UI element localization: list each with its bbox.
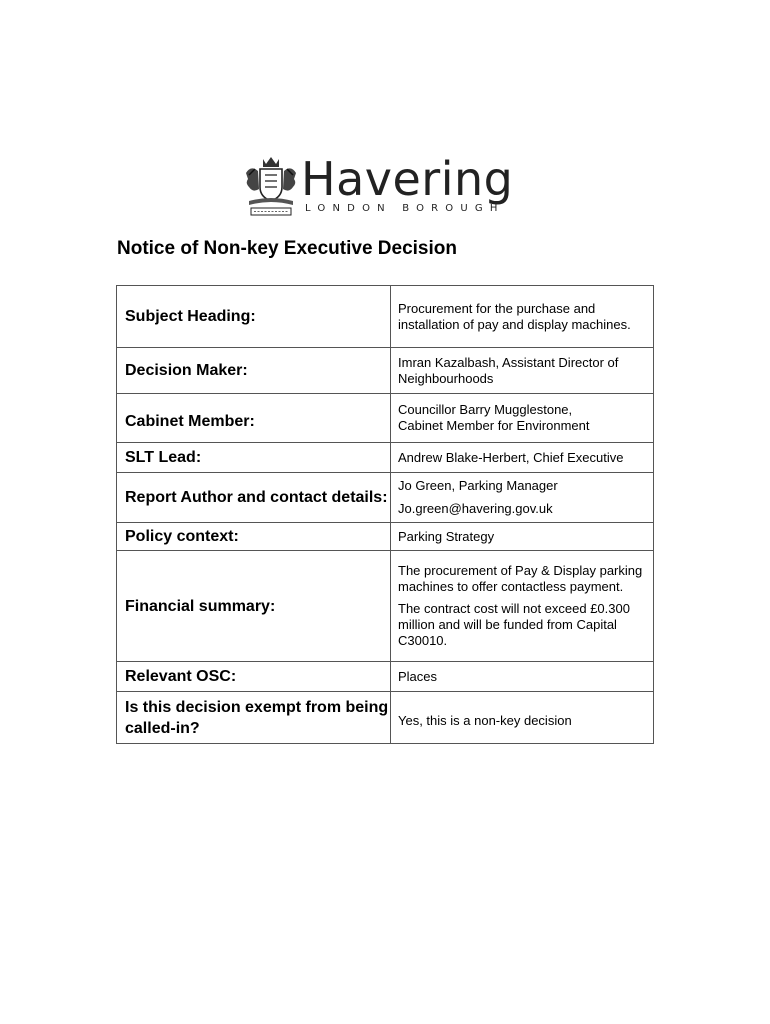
- cabinet-member-label: Cabinet Member:: [117, 394, 391, 443]
- report-author-value: [391, 473, 654, 523]
- financial-summary-value: [391, 551, 654, 662]
- relevant-osc-label: Relevant OSC:: [117, 662, 391, 692]
- call-in-exempt-value: Yes, this is a non-key decision: [391, 692, 654, 744]
- decision-maker-value: Imran Kazalbash, Assistant Director of Neighbourhoods: [391, 348, 654, 394]
- cabinet-member-name: Councillor Barry Mugglestone,: [398, 402, 573, 417]
- financial-summary-para-1: The procurement of Pay & Display parking machines to offer contactless payment.: [398, 563, 643, 594]
- policy-context-value: Parking Strategy: [391, 523, 654, 551]
- report-author-label: Report Author and contact details:: [117, 473, 391, 523]
- document-title: Notice of Non-key Executive Decision: [117, 238, 457, 259]
- cabinet-member-role: Cabinet Member for Environment: [398, 418, 590, 433]
- table-row: [117, 473, 654, 523]
- table-row: [117, 662, 654, 692]
- slt-lead-label: SLT Lead:: [117, 443, 391, 473]
- logo-tagline: LONDON BOROUGH: [305, 203, 505, 214]
- table-row: [117, 394, 654, 443]
- decision-table: [116, 285, 654, 744]
- report-author-name: Jo Green, Parking Manager: [398, 478, 558, 493]
- subject-heading-label: Subject Heading:: [117, 286, 391, 348]
- relevant-osc-value: Places: [391, 662, 654, 692]
- havering-logo: [243, 152, 523, 219]
- cabinet-member-value: [391, 394, 654, 443]
- logo-wordmark: Havering: [301, 152, 514, 206]
- slt-lead-value: Andrew Blake-Herbert, Chief Executive: [391, 443, 654, 473]
- table-row: [117, 551, 654, 662]
- report-author-email[interactable]: Jo.green@havering.gov.uk: [398, 501, 553, 516]
- financial-summary-para-2: The contract cost will not exceed £0.300 million and will be funded from Capital C30010.: [398, 601, 630, 648]
- table-row: [117, 348, 654, 394]
- table-row: [117, 523, 654, 551]
- call-in-exempt-label: Is this decision exempt from being called-in?: [117, 692, 391, 744]
- borough-crest-icon: [243, 155, 299, 217]
- financial-summary-label: Financial summary:: [117, 551, 391, 662]
- subject-heading-value: Procurement for the purchase and installation of pay and display machines.: [391, 286, 654, 348]
- table-row: [117, 286, 654, 348]
- decision-maker-label: Decision Maker:: [117, 348, 391, 394]
- policy-context-label: Policy context:: [117, 523, 391, 551]
- table-row: [117, 692, 654, 744]
- table-row: [117, 443, 654, 473]
